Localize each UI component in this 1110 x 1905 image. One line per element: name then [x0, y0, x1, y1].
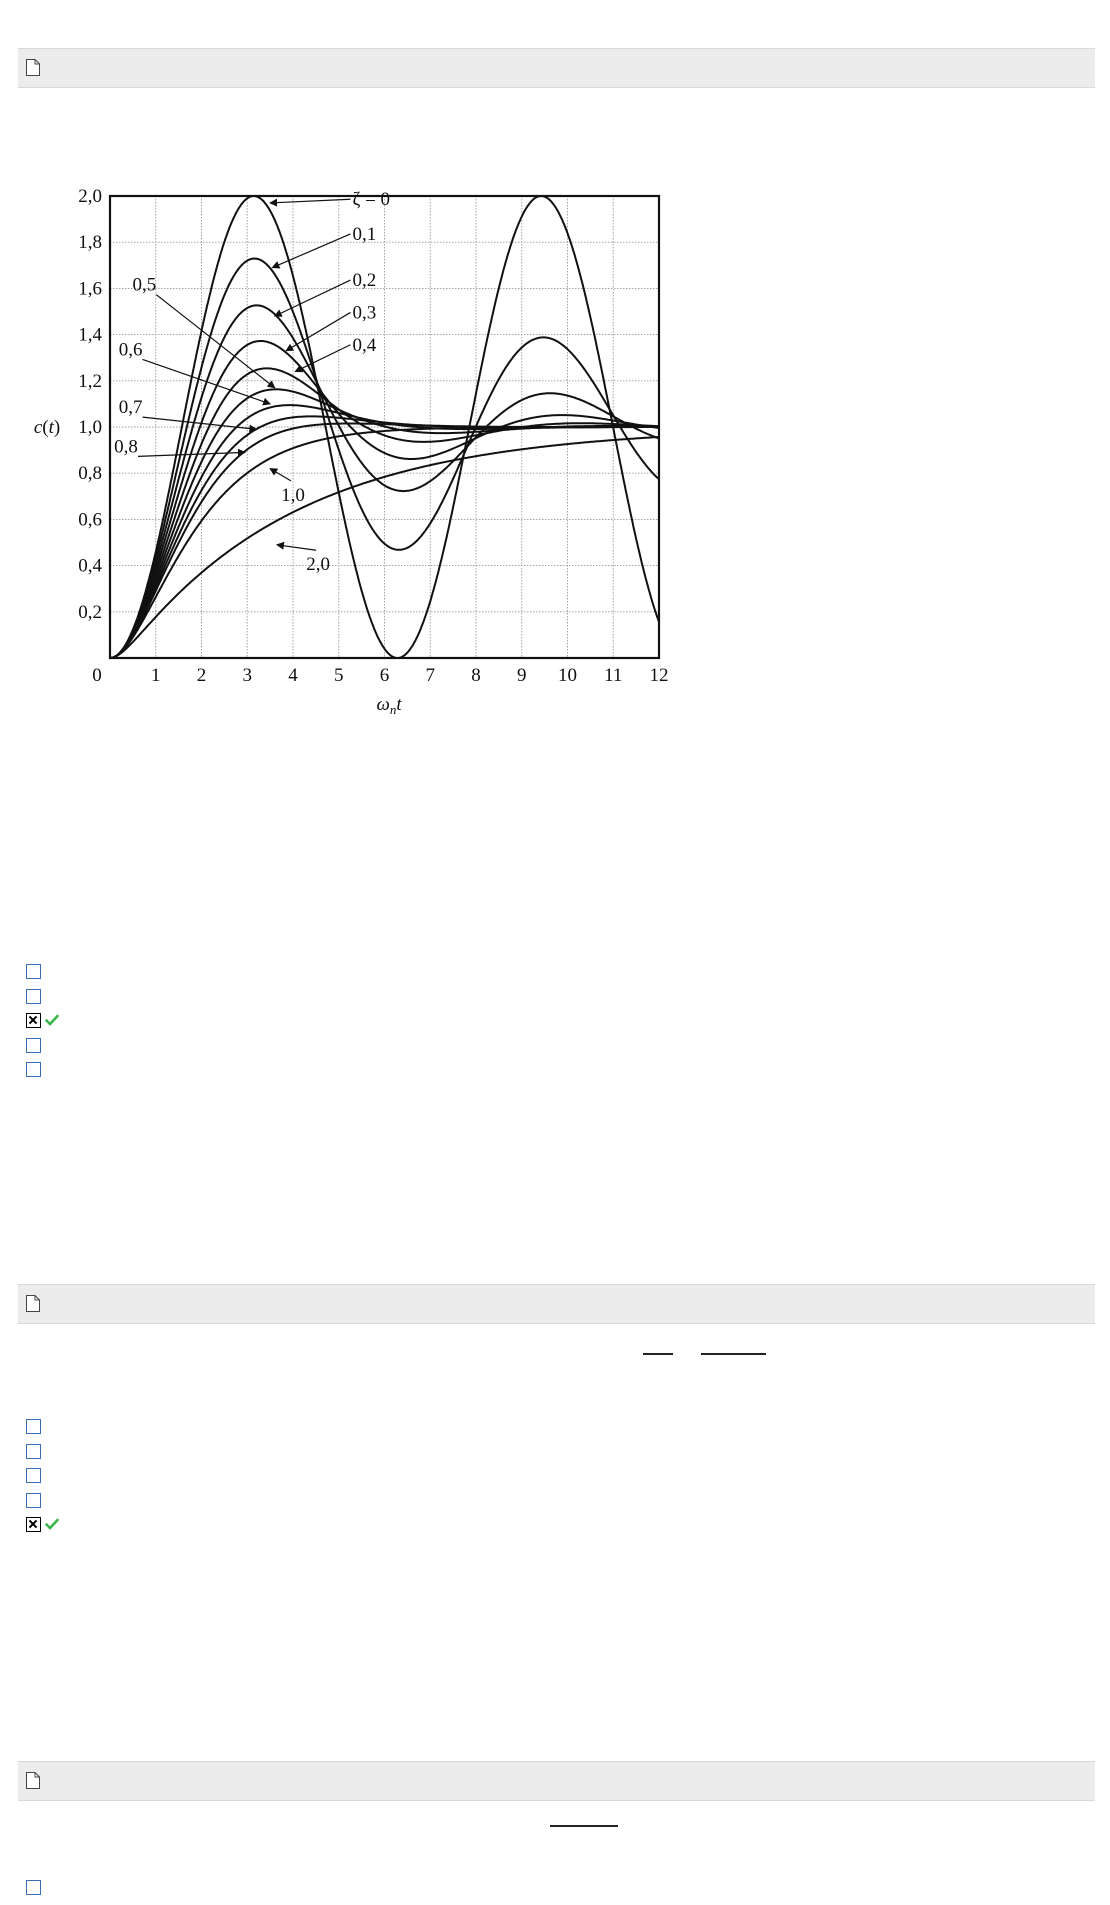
series-label: 0,3 [352, 302, 377, 324]
series-label: 0,5 [132, 274, 157, 296]
x-tick-label: 4 [288, 665, 298, 686]
answer-option-1[interactable] [26, 964, 59, 989]
x-tick-label: 3 [242, 665, 252, 686]
x-tick-label: 8 [471, 665, 481, 686]
answer-option-1[interactable] [26, 1880, 41, 1905]
x-tick-label: 5 [334, 665, 344, 686]
series-label: 2,0 [306, 554, 331, 576]
y-tick-label: 0,2 [78, 601, 102, 623]
x-tick-label: 11 [604, 665, 623, 686]
y-tick-label: 0,8 [78, 463, 102, 485]
answer-option-2[interactable] [26, 1444, 59, 1469]
answer-checkbox[interactable] [26, 989, 41, 1004]
series-label: 0,8 [114, 436, 138, 458]
document-icon [26, 1295, 40, 1312]
annotation-arrow [270, 469, 291, 481]
x-tick-label: 0 [92, 665, 102, 686]
series-label: 0,2 [352, 270, 377, 292]
y-tick-label: 1,8 [78, 232, 102, 254]
answer-checkbox[interactable] [26, 1880, 41, 1895]
x-tick-label: 6 [379, 665, 390, 686]
x-tick-label: 12 [649, 665, 669, 686]
series-label: 0,4 [352, 334, 377, 356]
answer-options-q1 [26, 964, 59, 1087]
answer-option-3[interactable] [26, 1468, 59, 1493]
step-response-chart [25, 183, 685, 723]
answer-option-3[interactable] [26, 1013, 59, 1038]
fraction-bar [550, 1825, 618, 1827]
answer-checkbox[interactable] [26, 1444, 41, 1459]
x-tick-label: 9 [517, 665, 527, 686]
y-tick-label: 0,6 [78, 509, 102, 531]
fraction-bar [643, 1353, 673, 1355]
question-header-bar [18, 1284, 1095, 1324]
y-tick-label: 1,0 [78, 417, 102, 438]
y-tick-label: 0,4 [78, 555, 102, 577]
question-header-bar [18, 1761, 1095, 1801]
correct-check-icon [45, 1014, 59, 1026]
y-tick-label: 1,2 [78, 370, 102, 392]
annotation-arrow [143, 359, 271, 404]
answer-option-5[interactable] [26, 1062, 59, 1087]
answer-options-q2 [26, 1419, 59, 1542]
answer-checkbox[interactable] [26, 964, 41, 979]
y-tick-label: 2,0 [78, 186, 102, 207]
x-tick-label: 2 [196, 665, 207, 686]
answer-options-q3 [26, 1880, 41, 1905]
x-axis-label: $\omega_nt$ [376, 694, 402, 717]
answer-checkbox[interactable] [26, 1062, 41, 1077]
series-label: 1,0 [281, 484, 305, 506]
document-icon [26, 59, 40, 76]
answer-option-4[interactable] [26, 1493, 59, 1518]
correct-check-icon [45, 1518, 59, 1530]
answer-checkbox[interactable] [26, 1468, 41, 1483]
x-tick-label: 10 [558, 665, 577, 686]
chart-tick-labels [78, 186, 668, 686]
answer-checkbox[interactable] [26, 1038, 41, 1053]
annotation-arrow [277, 545, 316, 550]
y-tick-label: 1,4 [78, 324, 102, 346]
y-tick-label: 1,6 [78, 278, 102, 300]
answer-option-1[interactable] [26, 1419, 59, 1444]
series-line-04 [110, 368, 659, 658]
answer-option-4[interactable] [26, 1038, 59, 1063]
fraction-bar [701, 1353, 766, 1355]
document-icon [26, 1772, 40, 1789]
x-tick-label: 7 [425, 665, 435, 686]
checked-checkbox[interactable] [26, 1013, 41, 1028]
answer-option-5[interactable] [26, 1517, 59, 1542]
series-label: ζ = 0 [352, 189, 391, 211]
answer-option-2[interactable] [26, 989, 59, 1014]
y-axis-label: c(t) [33, 417, 61, 438]
checked-checkbox[interactable] [26, 1517, 41, 1532]
series-label: 0,1 [352, 223, 377, 245]
answer-checkbox[interactable] [26, 1493, 41, 1508]
series-label: 0,6 [118, 339, 143, 361]
x-tick-label: 1 [151, 665, 161, 686]
series-label: 0,7 [118, 397, 143, 419]
question-header-bar [18, 48, 1095, 88]
answer-checkbox[interactable] [26, 1419, 41, 1434]
